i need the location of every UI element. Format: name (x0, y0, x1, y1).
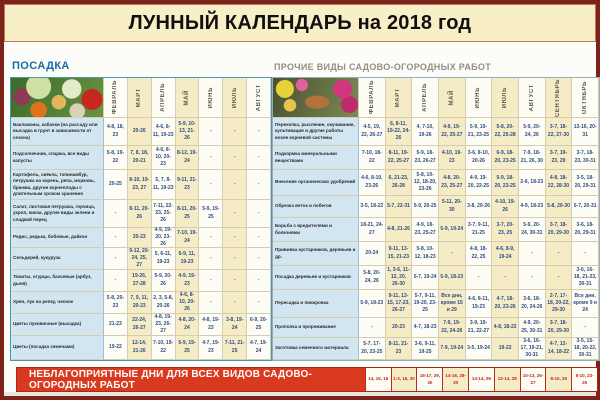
value-cell: 5-9, 20-24, 30-31 (519, 218, 546, 242)
value-cell: - (247, 200, 271, 228)
value-cell: 3-7, 18-23, 30-31 (572, 146, 599, 170)
value-cell: 8-11, 20-26 (128, 200, 152, 228)
value-cell: 4-6, 8-11, 19-23 (152, 118, 176, 146)
row-label: Сельдерей, кукуруза (11, 248, 104, 270)
unfavorable-value-cell: 14-16, 28-30 (442, 368, 468, 391)
value-cell: 4-8, 20-23, 25-27 (439, 170, 466, 196)
value-cell: 4-6, 8-10, 23-26 (359, 170, 386, 196)
value-cell: 5-8, 10-12, 18-23 (412, 242, 439, 266)
month-header: МАЙ (439, 78, 466, 118)
value-cell: 2-6, 18-23 (519, 170, 546, 196)
value-cell: 3-5, 18-22 (359, 196, 386, 218)
value-cell: 21-23 (104, 314, 128, 336)
value-cell: 4-6, 8-10, 20-23 (152, 146, 176, 170)
other-works-table (272, 77, 600, 361)
row-label: Салат, листовая петрушка, горчица, укроп, кинза, другие виды зелени и сладкий перец (11, 200, 104, 228)
value-cell: 5-9, 20-24, 26 (519, 118, 546, 146)
value-cell: 5-7, 20-31 (572, 196, 599, 218)
value-cell: 5-9, 18-20, 23-25 (492, 170, 519, 196)
value-cell: 4-8, 18-22, 28-30 (546, 170, 573, 196)
value-cell: - (104, 248, 128, 270)
value-cell: 5-7, 22-31 (386, 196, 413, 218)
unfavorable-value-cell: 15-17, 29, 30 (416, 368, 442, 391)
value-cell: - (199, 228, 223, 248)
value-cell: - (199, 170, 223, 200)
value-cell: 5-8, 20-24, 26 (359, 266, 386, 290)
value-cell: 3-6, 16-18, 21-23, 30-31 (572, 266, 599, 290)
value-cell: - (247, 270, 271, 292)
value-cell: 5-7, 9-11, 19-20, 23-25 (412, 290, 439, 318)
row-label: Картофель, свёкла, топинамбур, петрушка на корень, репа, морковь, брюква, другие корнеплоды с длительным сроком хранения (11, 170, 104, 200)
value-cell: 5-7, 19-24 (412, 266, 439, 290)
value-cell: 5-9, 20-25 (412, 196, 439, 218)
row-label: Редис, редька, бобовые, дайкон (11, 228, 104, 248)
month-header: МАРТ (128, 78, 152, 118)
value-cell: 3-7, 20-23, 25 (492, 218, 519, 242)
unfavorable-value-cell: 13-14, 29 (468, 368, 494, 391)
value-cell: 5-9, 20-26 (152, 270, 176, 292)
value-cell: 4-8, 18, 23 (104, 118, 128, 146)
value-cell: 4-9, 19-22, 25-27 (439, 118, 466, 146)
value-cell: 4-6, 8-9, 19-24 (492, 242, 519, 266)
value-cell: 4-8, 20-24 (176, 314, 200, 336)
value-cell: - (223, 248, 247, 270)
value-cell: - (546, 242, 573, 266)
row-label: Прополка и прореживание (273, 318, 359, 338)
value-cell: 5-11, 20-30 (439, 196, 466, 218)
value-cell: 5-9, 18-23, 26-27 (412, 146, 439, 170)
row-label: Заготовка семенного материала (273, 338, 359, 360)
value-cell: 22-24, 26-27 (128, 314, 152, 336)
row-label: Пересадка и пикировка (273, 290, 359, 318)
value-cell: 18-21, 24-27 (359, 218, 386, 242)
value-cell: 12-14, 21-26 (128, 336, 152, 360)
row-label: Борьба с вредителями и болезнями (273, 218, 359, 242)
value-cell: 5-8, 20-23 (104, 292, 128, 314)
value-cell: 7-10, 19-24 (176, 228, 200, 248)
value-cell: - (199, 292, 223, 314)
value-cell: - (247, 248, 271, 270)
value-cell: 5, 6-11, 19-23 (152, 248, 176, 270)
value-cell: 4-6, 8-11, 19-23 (466, 290, 493, 318)
value-cell: 5-8, 19-22 (104, 146, 128, 170)
value-cell: 3-7, 18-22, 27-30 (546, 118, 573, 146)
value-cell: 6-9, 20-25 (247, 314, 271, 336)
value-cell: 19-22 (104, 336, 128, 360)
value-cell: - (199, 270, 223, 292)
value-cell: 2, 3, 5-8, 20-26 (152, 292, 176, 314)
page-background (4, 4, 596, 396)
value-cell: 8-11, 21-23 (386, 338, 413, 360)
value-cell: 4-7, 18-23 (412, 318, 439, 338)
value-cell: 4-7, 18-20, 23-26 (492, 290, 519, 318)
row-label: Цветы (посадка семенами) (11, 336, 104, 360)
row-label: Хрен, лук на репку, чеснок (11, 292, 104, 314)
value-cell: 4-9, 20-25, 30-31 (519, 318, 546, 338)
value-cell: 9-11, 13-15, 21-23 (386, 242, 413, 266)
unfavorable-bar (16, 367, 598, 392)
month-header: АВГУСТ (247, 78, 271, 118)
value-cell: 4-9, 19-20, 22-25 (466, 170, 493, 196)
unfavorable-value-cell: 12-14, 28 (494, 368, 520, 391)
month-header: ФЕВРАЛЬ (359, 78, 386, 118)
month-header: АПРЕЛЬ (152, 78, 176, 118)
value-cell: - (199, 118, 223, 146)
value-cell: - (572, 242, 599, 266)
value-cell: 6-9, 11, 19-23 (176, 248, 200, 270)
value-cell: 5-9, 18-23 (359, 290, 386, 318)
value-cell: 3-7, 19-23, 29 (546, 146, 573, 170)
value-cell: 4-9, 18-23 (519, 196, 546, 218)
value-cell: 7-9, 18-21, 26, 30 (519, 146, 546, 170)
bottom-strip (4, 392, 596, 396)
value-cell: - (223, 200, 247, 228)
title-band (4, 4, 596, 42)
value-cell: - (519, 242, 546, 266)
value-cell: 7, 8, 18, 20-21 (128, 146, 152, 170)
value-cell: 3-9, 19-21, 22-27 (466, 318, 493, 338)
value-cell: 3-6, 18-20, 29-31 (572, 218, 599, 242)
value-cell: 4-7, 19-24 (247, 336, 271, 360)
value-cell: 4-8, 18-22 (492, 318, 519, 338)
month-header: ИЮНЬ (199, 78, 223, 118)
value-cell: Все дни, кроме 15 и 29 (439, 290, 466, 318)
value-cell: 6, 8-11, 19-22, 24-26 (386, 118, 413, 146)
value-cell: 4-8, 19-23, 26-27 (152, 314, 176, 336)
value-cell: 9-11, 21-23 (176, 170, 200, 200)
value-cell: 7-9, 19-24 (439, 338, 466, 360)
value-cell: 4-10, 19-26 (492, 196, 519, 218)
row-label: Внесение органических удобрений (273, 170, 359, 196)
section-label-planting: ПОСАДКА (12, 60, 70, 72)
value-cell: 3-7, 18-20, 29-30 (546, 318, 573, 338)
value-cell: 7-11, 21-25 (223, 336, 247, 360)
value-cell: 3-6, 16-17, 19-21, 30-31 (519, 338, 546, 360)
value-cell: 4-7, 12-14, 18-22 (546, 338, 573, 360)
row-label: Посадка деревьев и кустарников (273, 266, 359, 290)
value-cell: 5-8, 10-12, 18-20, 23-26 (412, 170, 439, 196)
value-cell: 4-9, 19-20, 23-26 (152, 228, 176, 248)
value-cell: - (247, 228, 271, 248)
value-cell: - (223, 228, 247, 248)
value-cell: 4-9, 19-23 (176, 270, 200, 292)
value-cell: - (247, 146, 271, 170)
value-cell: - (199, 146, 223, 170)
value-cell: - (104, 270, 128, 292)
value-cell: 5, 7, 8-11, 19-23 (152, 170, 176, 200)
page-title: ЛУННЫЙ КАЛЕНДАРЬ на 2018 год (128, 11, 472, 34)
unfavorable-label: НЕБЛАГОПРИЯТНЫЕ ДНИ ДЛЯ ВСЕХ ВИДОВ САДОВО-ОГОРОДНЫХ РАБОТ (29, 368, 313, 391)
month-header: ОКТЯБРЬ (572, 78, 599, 118)
unfavorable-value-cell: 8-10, 23-25 (571, 368, 597, 391)
row-label: Перекопка, рыхление, окучивание, культивация и другие работы возле корневой системы (273, 118, 359, 146)
value-cell: 3-7, 9-11, 21-25 (466, 218, 493, 242)
unfavorable-value-cell: 14, 15, 16 (365, 368, 391, 391)
month-header: МАРТ (386, 78, 413, 118)
value-cell: 5-9, 19-25 (199, 200, 223, 228)
value-cell: - (223, 270, 247, 292)
value-cell: 8-12, 19-24 (176, 146, 200, 170)
value-cell: - (466, 266, 493, 290)
value-cell: 5-9, 19-21, 23-25 (466, 118, 493, 146)
row-label: Цветы луковичные (высадка) (11, 314, 104, 336)
value-cell: 3-5, 15-18, 20-22, 30-31 (572, 338, 599, 360)
month-header: МАЙ (176, 78, 200, 118)
row-label: Подкормка минеральными веществами (273, 146, 359, 170)
value-cell: 6-9, 18-20, 23-25 (492, 146, 519, 170)
value-cell: - (104, 228, 128, 248)
value-cell: 3-8, 19-24 (223, 314, 247, 336)
value-cell: - (359, 318, 386, 338)
value-cell: 19-26, 27-28 (128, 270, 152, 292)
value-cell: 4-8, 19-23 (199, 314, 223, 336)
value-cell: 8-11, 19-22, 25-27 (386, 146, 413, 170)
month-header: АВГУСТ (519, 78, 546, 118)
value-cell: - (439, 242, 466, 266)
value-cell: 4-7, 19-23 (199, 336, 223, 360)
value-cell: 20-23 (128, 228, 152, 248)
value-cell: 1, 3-6, 11-12, 20, 26-30 (386, 266, 413, 290)
value-cell: 3-7, 18-20, 29-30 (546, 218, 573, 242)
value-cell: 5-8, 20-22, 25-28 (492, 118, 519, 146)
unfavorable-value-cell: 8-10, 25 (545, 368, 571, 391)
value-cell: 4, 7-10, 19-26 (412, 118, 439, 146)
value-cell: 4-8, 18-22, 25 (466, 242, 493, 266)
row-label: Прививка кустарников, деревьев и др. (273, 242, 359, 266)
value-cell: 3-5, 18-20, 29-31 (572, 170, 599, 196)
value-cell: 9-11, 13-15, 17-23, 26-27 (386, 290, 413, 318)
value-cell: 4-6, 8-10, 20-26 (176, 292, 200, 314)
value-cell: 5-7, 17-20, 23-25 (359, 338, 386, 360)
value-cell: 4-10, 19-23 (439, 146, 466, 170)
flowers-photo (273, 78, 359, 118)
month-header: АПРЕЛЬ (412, 78, 439, 118)
value-cell: 7-9, 19-22, 24-26 (439, 318, 466, 338)
value-cell: 5-9, 18-23 (439, 266, 466, 290)
value-cell: 5-8, 20-30 (546, 196, 573, 218)
planting-table (10, 77, 272, 361)
value-cell: - (247, 292, 271, 314)
value-cell: - (546, 266, 573, 290)
value-cell: 5-9, 19-24 (439, 218, 466, 242)
value-cell: - (104, 200, 128, 228)
value-cell: 8-10, 19-23, 27 (128, 170, 152, 200)
value-cell: 5-9, 19-25 (176, 336, 200, 360)
value-cell: 3-5, 19-24 (466, 338, 493, 360)
value-cell: - (199, 248, 223, 270)
value-cell: - (223, 170, 247, 200)
value-cell: 4-8, 21-26 (386, 218, 413, 242)
value-cell: - (247, 170, 271, 200)
value-cell: - (519, 266, 546, 290)
month-header: ИЮНЬ (466, 78, 493, 118)
value-cell: 20-24 (359, 242, 386, 266)
row-label: Подсолнечник, спаржа, все виды капусты (11, 146, 104, 170)
value-cell: 4-9, 18-23, 25-27 (412, 218, 439, 242)
value-cell: 20-25 (104, 170, 128, 200)
value-cell: 3-6, 9-11, 19-25 (412, 338, 439, 360)
section-label-other-works: ПРОЧИЕ ВИДЫ САДОВО-ОГОРОДНЫХ РАБОТ (274, 62, 491, 72)
value-cell: 5-9, 10-13, 21-26 (176, 118, 200, 146)
row-label: Обрезка веток и побегов (273, 196, 359, 218)
value-cell: 3-8, 20-26 (466, 196, 493, 218)
value-cell: 13-16, 20-31 (572, 118, 599, 146)
month-header: ИЮЛЬ (223, 78, 247, 118)
value-cell: - (247, 118, 271, 146)
value-cell: 7-10, 19-22 (152, 336, 176, 360)
value-cell: 7, 9, 11, 20-23 (128, 292, 152, 314)
value-cell: - (223, 292, 247, 314)
vegetables-photo (11, 78, 104, 118)
value-cell: 6, 21-23, 26-28 (386, 170, 413, 196)
value-cell: - (223, 146, 247, 170)
unfavorable-value-cell: 10-13, 26-27 (520, 368, 546, 391)
value-cell: Все дни, кроме 9 и 24 (572, 290, 599, 318)
unfavorable-value-cell: 1-3, 16, 30 (391, 368, 417, 391)
value-cell: 4-5, 19, 22, 26-27 (359, 118, 386, 146)
value-cell: 7-11, 22-23, 25-26 (152, 200, 176, 228)
value-cell: 7-10, 18-22 (359, 146, 386, 170)
value-cell: 2-7, 17-18, 20-22, 29-30 (546, 290, 573, 318)
value-cell: 20-26 (128, 118, 152, 146)
value-cell: 20-23 (386, 318, 413, 338)
month-header: ИЮЛЬ (492, 78, 519, 118)
value-cell: - (572, 318, 599, 338)
row-label: Томаты, огурцы, бахчевые (арбуз, дыня) (11, 270, 104, 292)
row-label: Баклажаны, кабачки (на рассаду или высадка в грунт в зависимости от сезона) (11, 118, 104, 146)
value-cell: 3-6, 18-20, 24-26 (519, 290, 546, 318)
value-cell: 3-6, 8-10, 20-26 (466, 146, 493, 170)
value-cell: 19-22 (492, 338, 519, 360)
value-cell: 9-12, 20-24, 25, 27 (128, 248, 152, 270)
month-header: СЕНТЯБРЬ (546, 78, 573, 118)
value-cell: - (223, 118, 247, 146)
value-cell: - (492, 266, 519, 290)
month-header: ФЕВРАЛЬ (104, 78, 128, 118)
value-cell: 8-11, 20-25 (176, 200, 200, 228)
